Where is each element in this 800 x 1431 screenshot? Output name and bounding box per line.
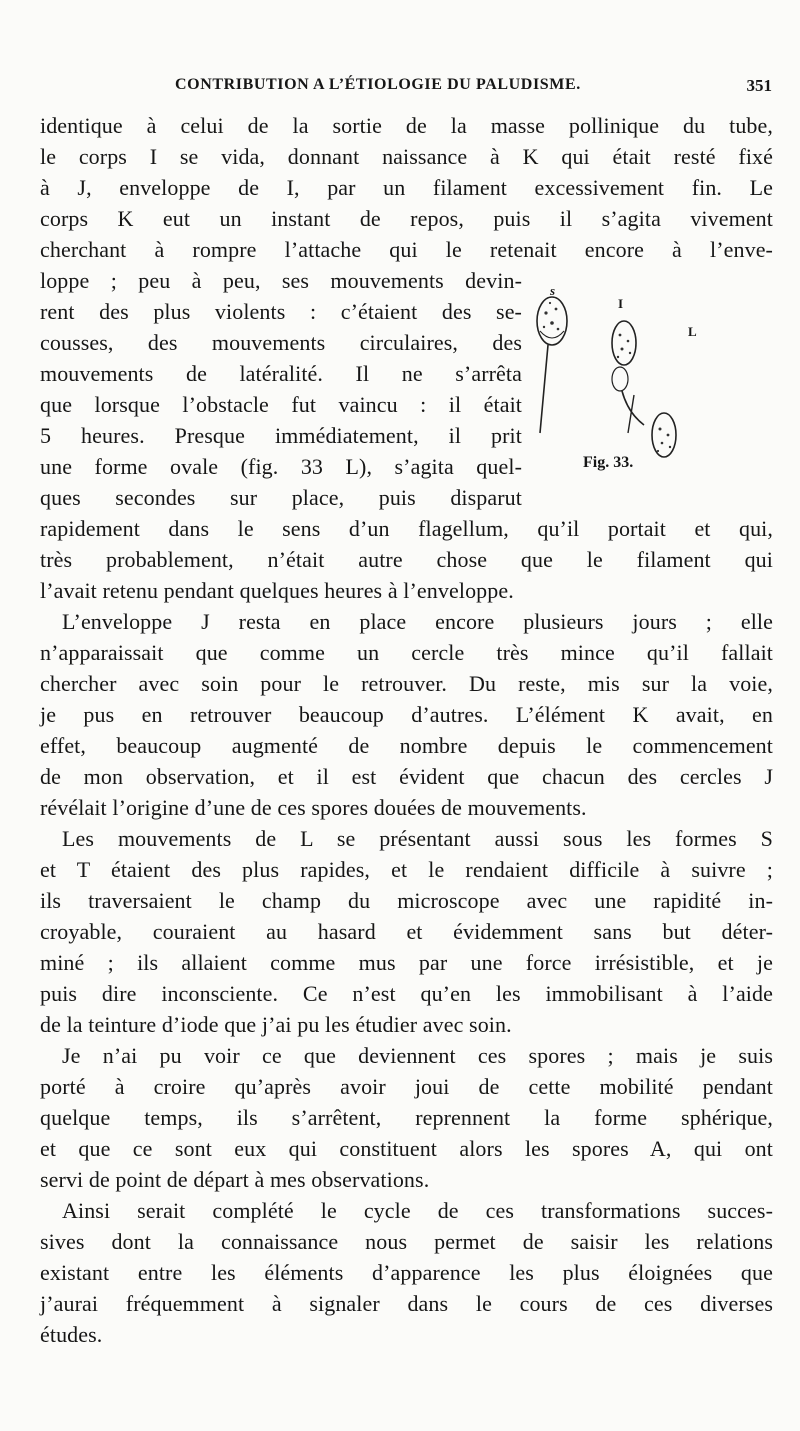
- text-line: ques secondes sur place, puis disparut: [40, 485, 522, 510]
- spore-cell-L: [612, 321, 636, 365]
- text-line: n’apparaissait que comme un cercle très mince qu’il fallait: [40, 640, 773, 665]
- text-line: porté à croire qu’après avoir joui de cette mobilité pendant: [40, 1074, 773, 1099]
- text-line: Je n’ai pu voir ce que deviennent ces spores ; mais je suis: [62, 1043, 773, 1068]
- text-line: cherchant à rompre l’attache qui le retenait encore à l’enve-: [40, 237, 773, 262]
- text-line: de mon observation, et il est évident que chacun des cercles J: [40, 764, 773, 789]
- text-line: rapidement dans le sens d’un flagellum, qu’il portait et qui,: [40, 516, 773, 541]
- text-line: corps K eut un instant de repos, puis il s’agita vivement: [40, 206, 773, 231]
- text-line: loppe ; peu à peu, ses mouvements devin-: [40, 268, 522, 293]
- figure-label-I: I: [618, 296, 624, 311]
- text-line: puis dire inconsciente. Ce n’est qu’en les immobilisant à l’aide: [40, 981, 773, 1006]
- text-line: miné ; ils allaient comme mus par une force irrésistible, et je: [40, 950, 773, 975]
- text-line: mouvements de latéralité. Il ne s’arrêta: [40, 361, 522, 386]
- text-line: j’aurai fréquemment à signaler dans le cours de ces diverses: [40, 1291, 773, 1316]
- flagellum-L: [622, 391, 644, 425]
- text-line: rent des plus violents : c’étaient des se-: [40, 299, 522, 324]
- spore-cell-right: [652, 413, 676, 457]
- text-line: et que ce sont eux qui constituent alors les spores A, qui ont: [40, 1136, 773, 1161]
- text-line: croyable, couraient au hasard et évidemment sans but déter-: [40, 919, 773, 944]
- text-line: le corps I se vida, donnant naissance à K qui était resté fixé: [40, 144, 773, 169]
- flagellum-left: [540, 345, 548, 433]
- text-line: Ainsi serait complété le cycle de ces transformations succes-: [62, 1198, 773, 1223]
- text-line: de la teinture d’iode que j’ai pu les étudier avec soin.: [40, 1012, 512, 1037]
- page-header: [40, 76, 772, 102]
- text-line: et T étaient des plus rapides, et le rendaient difficile à suivre ;: [40, 857, 773, 882]
- text-line: cousses, des mouvements circulaires, des: [40, 330, 522, 355]
- page-number: 351: [746, 76, 772, 95]
- text-line: je pus en retrouver beaucoup d’autres. L’élément K avait, en: [40, 702, 773, 727]
- text-line: sives dont la connaissance nous permet de saisir les relations: [40, 1229, 773, 1254]
- text-line: L’enveloppe J resta en place encore plusieurs jours ; elle: [62, 609, 773, 634]
- text-line: identique à celui de la sortie de la masse pollinique du tube,: [40, 113, 773, 138]
- text-line: Les mouvements de L se présentant aussi sous les formes S: [62, 826, 773, 851]
- text-line: très probablement, n’était autre chose que le filament qui: [40, 547, 773, 572]
- text-line: que lorsque l’obstacle fut vaincu : il était: [40, 392, 522, 417]
- text-line: quelque temps, ils s’arrêtent, reprennent la forme sphérique,: [40, 1105, 773, 1130]
- text-line: révélait l’origine d’une de ces spores douées de mouvements.: [40, 795, 587, 820]
- text-line: ils traversaient le champ du microscope avec une rapidité in-: [40, 888, 773, 913]
- figure-label-s: s: [550, 283, 556, 298]
- text-line: servi de point de départ à mes observations.: [40, 1167, 430, 1192]
- running-title: CONTRIBUTION A L’ÉTIOLOGIE DU PALUDISME.: [175, 76, 581, 93]
- text-line: effet, beaucoup augmenté de nombre depuis le commencement: [40, 733, 773, 758]
- text-line: à J, enveloppe de I, par un filament excessivement fin. Le: [40, 175, 773, 200]
- text-line: une forme ovale (fig. 33 L), s’agita quel-: [40, 454, 522, 479]
- figure-33-illustration: [530, 283, 690, 483]
- figure-caption: Fig. 33.: [583, 454, 634, 471]
- figure-label-L: L: [688, 324, 697, 339]
- text-line: études.: [40, 1322, 103, 1347]
- text-line: l’avait retenu pendant quelques heures à l’enveloppe.: [40, 578, 514, 603]
- text-line: existant entre les éléments d’apparence les plus éloignées que: [40, 1260, 773, 1285]
- text-line: 5 heures. Presque immédiatement, il prit: [40, 423, 522, 448]
- text-line: chercher avec soin pour le retrouver. Du reste, mis sur la voie,: [40, 671, 773, 696]
